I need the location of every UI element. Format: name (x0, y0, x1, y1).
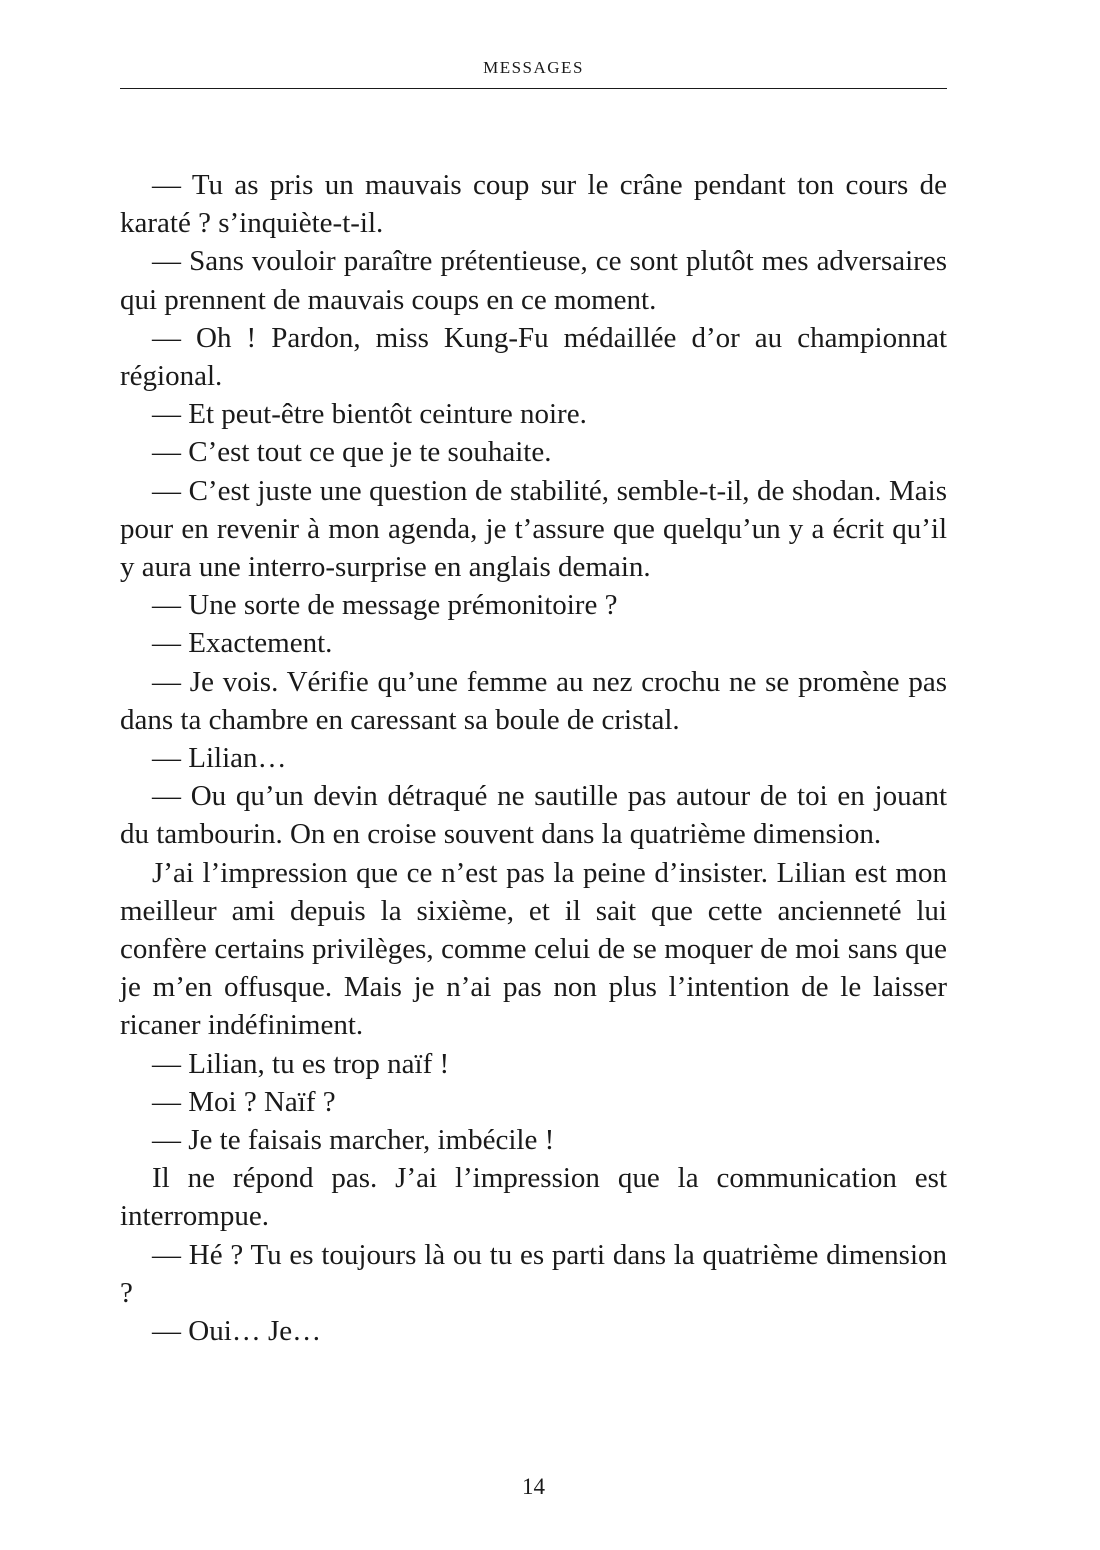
paragraph: — Sans vouloir paraître prétentieuse, ce sont plutôt mes adversaires qui prennent de mauvais coups en ce moment. (120, 245, 947, 316)
paragraph: — Lilian, tu es trop naïf ! (152, 1047, 450, 1080)
paragraph: — Ou qu’un devin détraqué ne sautille pas autour de toi en jouant du tambourin. On en croise souvent dans la quatrième dimension. (120, 780, 947, 851)
page-number: 14 (522, 1474, 545, 1499)
paragraph: J’ai l’impression que ce n’est pas la peine d’insister. Lilian est mon meilleur ami depuis la sixième, et il sait que cette ancienneté lui confère certains privilèges, comme celui de se moquer de moi sans que je m’en offusque. Mais je n’ai pas non plus l’intention de le laisser ricaner indéfiniment. (120, 856, 947, 1042)
running-head: MESSAGES (483, 58, 584, 77)
paragraph: — C’est tout ce que je te souhaite. (152, 436, 552, 469)
paragraph: — Je vois. Vérifie qu’une femme au nez crochu ne se promène pas dans ta chambre en caressant sa boule de cristal. (120, 665, 947, 736)
paragraph: — Lilian… (152, 742, 287, 775)
paragraph: Il ne répond pas. J’ai l’impression que la communication est interrompue. (120, 1162, 947, 1233)
body-text (120, 166, 947, 1350)
paragraph: — Et peut-être bientôt ceinture noire. (152, 398, 587, 431)
paragraph: — Hé ? Tu es toujours là ou tu es parti dans la quatrième dimension ? (120, 1238, 947, 1309)
paragraph: — Tu as pris un mauvais coup sur le crâne pendant ton cours de karaté ? s’inquiète-t-il. (120, 169, 947, 240)
paragraph: — Je te faisais marcher, imbécile ! (152, 1124, 555, 1157)
header-rule (120, 88, 947, 89)
paragraph: — Une sorte de message prémonitoire ? (152, 589, 618, 622)
paragraph: — Exactement. (152, 627, 333, 660)
paragraph: — C’est juste une question de stabilité, semble-t-il, de shodan. Mais pour en revenir à mon agenda, je t’assure que quelqu’un y a écrit qu’il y aura une interro-surprise en anglais demain. (120, 474, 947, 584)
paragraph: — Moi ? Naïf ? (152, 1085, 336, 1118)
paragraph: — Oui… Je… (152, 1315, 322, 1348)
paragraph: — Oh ! Pardon, miss Kung-Fu médaillée d’or au championnat régional. (120, 321, 947, 393)
